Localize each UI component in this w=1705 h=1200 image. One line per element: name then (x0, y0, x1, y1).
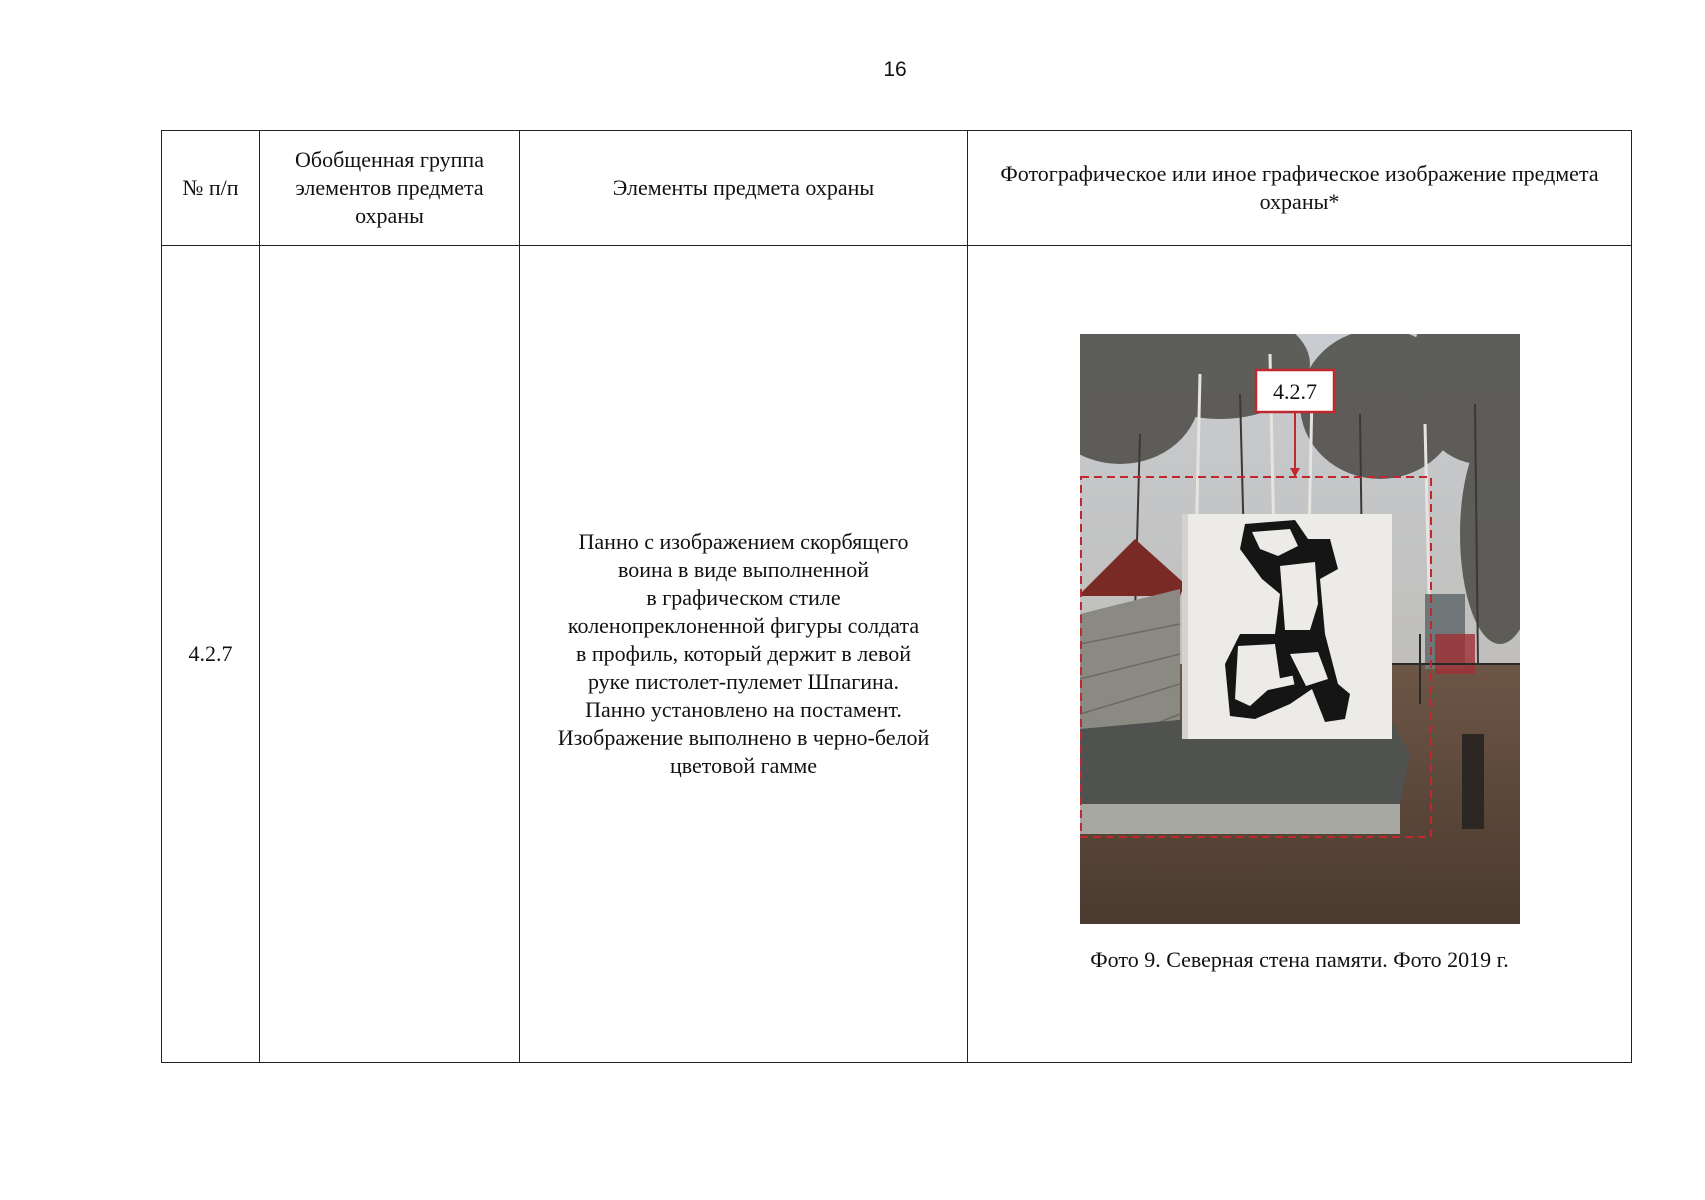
header-group: Обобщенная группа элементов предмета охраны (260, 131, 520, 246)
header-photo: Фотографическое или иное графическое изображение предмета охраны* (968, 131, 1632, 246)
table-header-row (162, 131, 1632, 246)
row-description: Панно с изображением скорбящего воина в виде выполненной в графическом стиле коленопреклоненной фигуры солдата в профиль, который держит в левой руке пистолет-пулемет Шпагина. Панно установлено на постамент. Изображение выполнено в черно-белой цветовой гамме (520, 246, 968, 1063)
memorial-photo (1080, 334, 1520, 924)
photo-caption: Фото 9. Северная стена памяти. Фото 2019 г. (1090, 947, 1509, 972)
protection-table (161, 130, 1632, 1063)
photo-marker-label: 4.2.7 (1272, 379, 1317, 404)
row-num: 4.2.7 (162, 246, 260, 1063)
row-group (260, 246, 520, 1063)
header-elements: Элементы предмета охраны (520, 131, 968, 246)
row-photo-cell (968, 246, 1632, 1063)
table-row (162, 246, 1632, 1063)
header-num: № п/п (162, 131, 260, 246)
page-number: 16 (883, 58, 907, 81)
